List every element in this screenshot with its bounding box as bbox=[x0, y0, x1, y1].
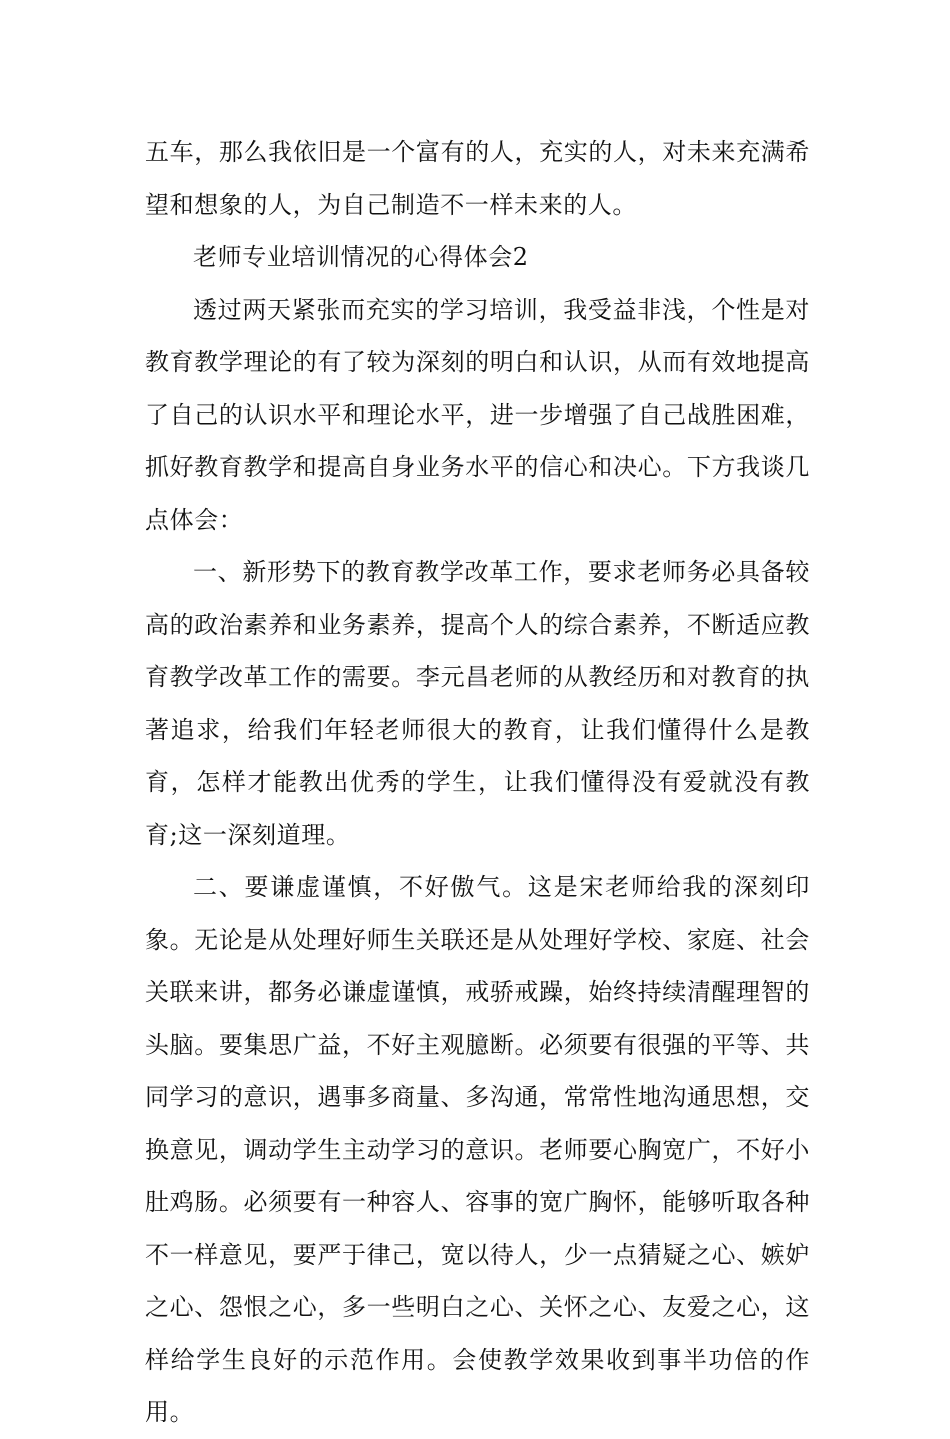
document-body bbox=[145, 126, 810, 1439]
section-title: 老师专业培训情况的心得体会2 bbox=[193, 243, 529, 271]
paragraph-point-2: 二、要谦虚谨慎，不好傲气。这是宋老师给我的深刻印象。无论是从处理好师生关联还是从处理好学校、家庭、社会关联来讲，都务必谦虚谨慎，戒骄戒躁，始终持续清醒理智的头脑。要集思广益，不好主观臆断。必须要有很强的平等、共同学习的意识，遇事多商量、多沟通，常常性地沟通思想，交换意见，调动学生主动学习的意识。老师要心胸宽广，不好小肚鸡肠。必须要有一种容人、容事的宽广胸怀，能够听取各种不一样意见，要严于律己，宽以待人，少一点猜疑之心、嫉妒之心、怨恨之心，多一些明白之心、关怀之心、友爱之心，这样给学生良好的示范作用。会使教学效果收到事半功倍的作用。 bbox=[145, 873, 810, 1426]
paragraph-continuation: 五车，那么我依旧是一个富有的人，充实的人，对未来充满希望和想象的人，为自己制造不一样未来的人。 bbox=[145, 138, 810, 219]
paragraph-intro: 透过两天紧张而充实的学习培训，我受益非浅，个性是对教育教学理论的有了较为深刻的明白和认识，从而有效地提高了自己的认识水平和理论水平，进一步增强了自己战胜困难，抓好教育教学和提高自身业务水平的信心和决心。下方我谈几点体会： bbox=[145, 295, 810, 534]
paragraph-point-1: 一、新形势下的教育教学改革工作，要求老师务必具备较高的政治素养和业务素养，提高个人的综合素养，不断适应教育教学改革工作的需要。李元昌老师的从教经历和对教育的执著追求，给我们年轻老师很大的教育，让我们懂得什么是教育，怎样才能教出优秀的学生，让我们懂得没有爱就没有教育;这一深刻道理。 bbox=[145, 558, 810, 849]
